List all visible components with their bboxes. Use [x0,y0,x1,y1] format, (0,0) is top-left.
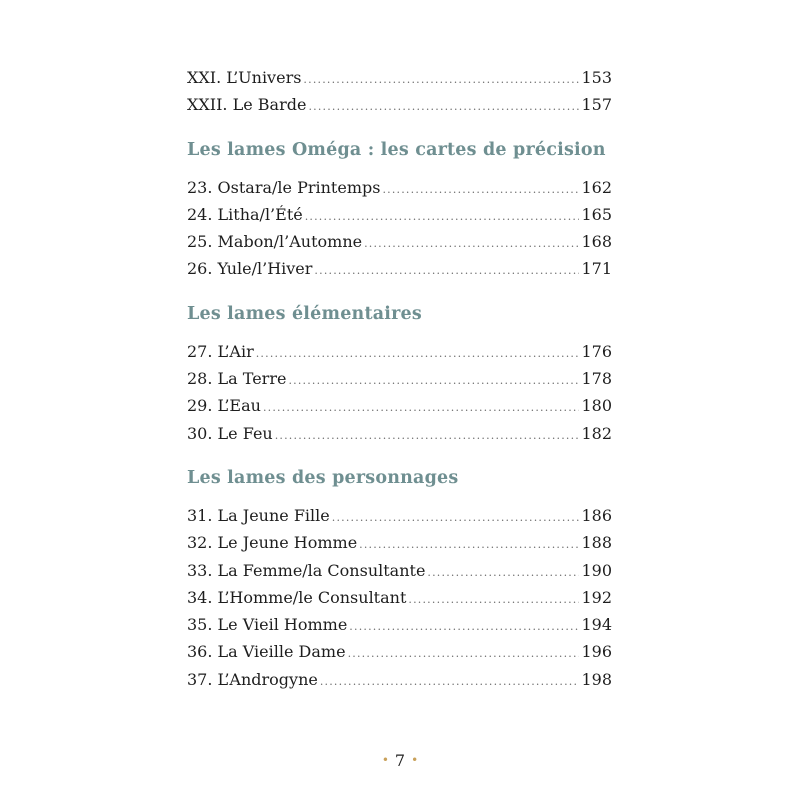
dot-leader [288,367,579,394]
toc-entry [187,392,612,419]
toc-entry [187,638,612,665]
section-heading: Les lames Oméga : les cartes de précision [187,139,606,160]
toc-section [187,464,612,693]
dot-leader [349,613,579,640]
dot-leader [275,422,580,449]
entry-page-number: 198 [581,669,612,689]
toc-entry [187,666,612,693]
dot-leader [308,93,579,120]
dot-leader [256,340,580,367]
dot-leader [359,531,579,558]
toc-section [187,300,612,447]
entry-page-number: 194 [581,615,612,635]
entry-page-number: 176 [581,341,612,361]
dot-leader [382,176,579,203]
dot-leader [364,230,579,257]
dot-leader [263,394,580,421]
toc-entry [187,502,612,529]
entry-page-number: 165 [581,204,612,224]
toc-entry [187,64,612,91]
entry-page-number: 188 [581,533,612,553]
toc-entry [187,557,612,584]
toc-entry [187,611,612,638]
toc-entry [187,91,612,118]
dot-leader [348,640,580,667]
page-number: 7 [394,751,406,770]
entry-page-number: 190 [581,560,612,580]
entry-title: 35. Le Vieil Homme [187,615,348,635]
dot-leader [314,257,579,284]
entry-title: 23. Ostara/le Printemps [187,177,381,197]
entry-page-number: 196 [581,642,612,662]
entry-title: 32. Le Jeune Homme [187,533,358,553]
toc-entry [187,584,612,611]
dot-leader [332,504,580,531]
dot-leader [305,203,580,230]
entry-page-number: 186 [581,505,612,525]
dot-leader [303,66,579,93]
toc-entry [187,255,612,282]
bullet-ornament-icon: • [381,753,389,767]
section-heading: Les lames élémentaires [187,303,422,324]
toc-section [187,136,612,283]
entry-title: 29. L’Eau [187,396,261,416]
entry-title: 26. Yule/l’Hiver [187,259,313,279]
entry-page-number: 192 [581,587,612,607]
toc-entry [187,420,612,447]
entry-page-number: 168 [581,232,612,252]
table-of-contents [187,64,612,693]
entry-title: 28. La Terre [187,369,287,389]
toc-entry [187,228,612,255]
entry-page-number: 153 [581,68,612,87]
entry-page-number: 157 [581,95,612,115]
entry-title: 31. La Jeune Fille [187,505,330,525]
entry-title: XXI. L’Univers [187,68,302,87]
section-heading: Les lames des personnages [187,467,459,488]
entry-title: 33. La Femme/la Consultante [187,560,426,580]
toc-entry [187,201,612,228]
page-footer [0,749,800,772]
entry-page-number: 180 [581,396,612,416]
dot-leader [320,668,580,695]
entry-title: 34. L’Homme/le Consultant [187,587,407,607]
entry-page-number: 162 [581,177,612,197]
entry-title: XXII. Le Barde [187,95,307,115]
dot-leader [427,559,579,586]
toc-entry [187,365,612,392]
entry-page-number: 178 [581,369,612,389]
dot-leader [408,586,579,613]
bullet-ornament-icon: • [411,753,419,767]
entry-title: 36. La Vieille Dame [187,642,346,662]
toc-entry [187,174,612,201]
entry-page-number: 171 [581,259,612,279]
toc-entry [187,529,612,556]
toc-section [187,64,612,119]
entry-title: 24. Litha/l’Été [187,204,303,224]
entry-page-number: 182 [581,423,612,443]
toc-entry [187,338,612,365]
entry-title: 27. L’Air [187,341,254,361]
entry-title: 30. Le Feu [187,423,273,443]
entry-title: 25. Mabon/l’Automne [187,232,363,252]
entry-title: 37. L’Androgyne [187,669,318,689]
